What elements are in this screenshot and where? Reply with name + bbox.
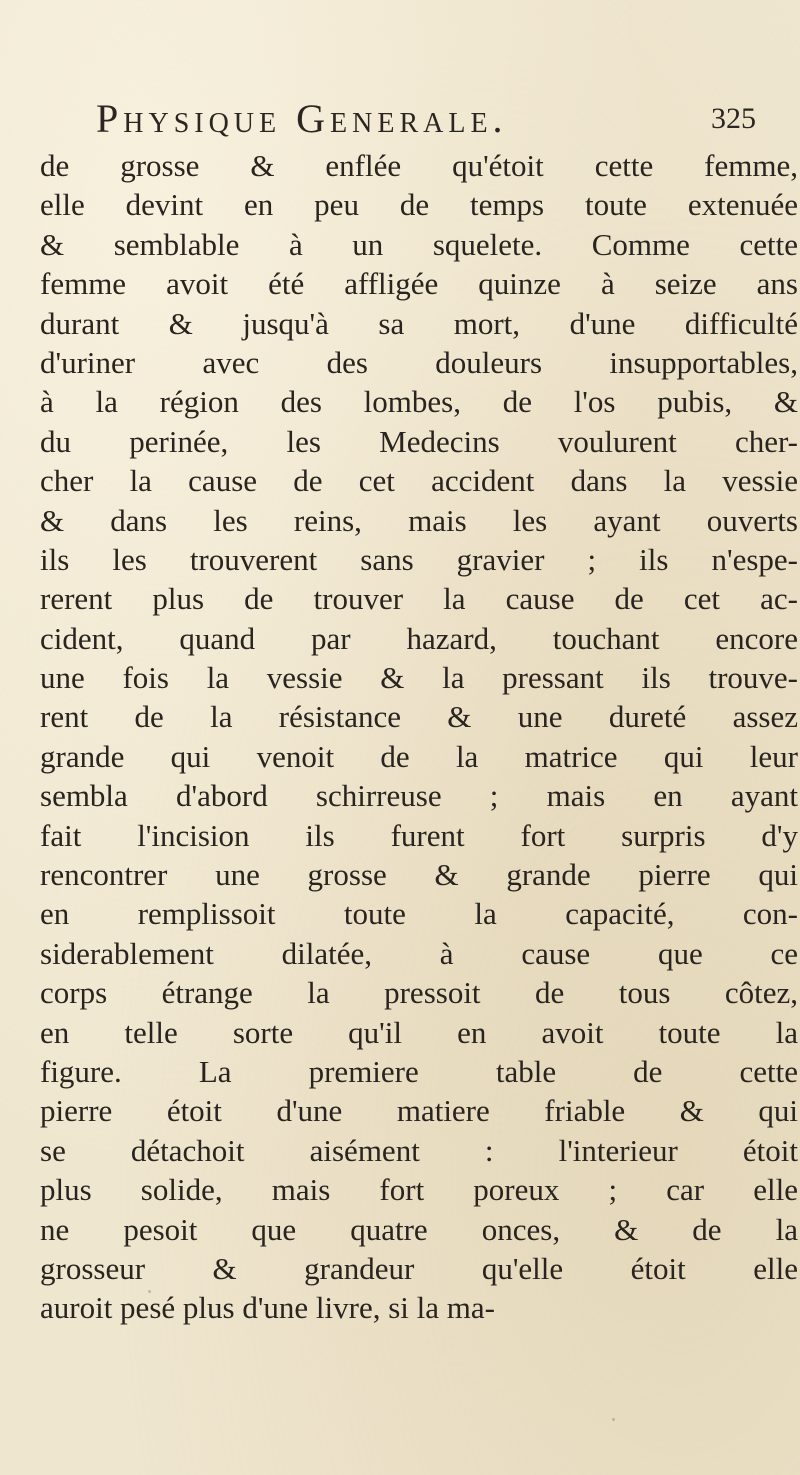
text-line: durant & jusqu'à sa mort, d'une difficulté bbox=[40, 305, 798, 341]
text-line: auroit pesé plus d'une livre, si la ma- bbox=[40, 1290, 495, 1326]
text-line: elle devint en peu de temps toute extenuée bbox=[40, 187, 798, 223]
text-line: ne pesoit que quatre onces, & de la bbox=[40, 1211, 798, 1247]
paper-speck bbox=[612, 1418, 615, 1421]
text-line: rencontrer une grosse & grande pierre qui bbox=[40, 857, 798, 893]
text-line: grosseur & grandeur qu'elle étoit elle bbox=[40, 1250, 798, 1286]
text-line: femme avoit été affligée quinze à seize ans bbox=[40, 266, 798, 302]
text-line: pierre étoit d'une matiere friable & qui bbox=[40, 1093, 798, 1129]
running-head bbox=[96, 96, 756, 142]
text-line: rent de la résistance & une dureté assez bbox=[40, 699, 798, 735]
text-line: de grosse & enflée qu'étoit cette femme, bbox=[40, 148, 798, 183]
text-line: rerent plus de trouver la cause de cet ac- bbox=[40, 581, 798, 617]
text-line: plus solide, mais fort poreux ; car elle bbox=[40, 1172, 798, 1208]
text-line: sembla d'abord schirreuse ; mais en ayant bbox=[40, 778, 798, 814]
text-line: en remplissoit toute la capacité, con- bbox=[40, 896, 798, 932]
body-text bbox=[40, 146, 800, 1328]
text-line: en telle sorte qu'il en avoit toute la bbox=[40, 1014, 798, 1050]
text-line: du perinée, les Medecins voulurent cher- bbox=[40, 423, 798, 459]
text-line: figure. La premiere table de cette bbox=[40, 1053, 798, 1089]
text-line: corps étrange la pressoit de tous côtez, bbox=[40, 975, 798, 1011]
page-number: 325 bbox=[711, 102, 756, 135]
paper-speck bbox=[148, 1290, 151, 1293]
text-line: cher la cause de cet accident dans la vessie bbox=[40, 463, 798, 499]
text-line: une fois la vessie & la pressant ils trouve- bbox=[40, 660, 798, 696]
text-line: & semblable à un squelete. Comme cette bbox=[40, 226, 798, 262]
text-line: se détachoit aisément : l'interieur étoit bbox=[40, 1132, 798, 1168]
text-line: & dans les reins, mais les ayant ouverts bbox=[40, 502, 798, 538]
text-line: fait l'incision ils furent fort surpris d'y bbox=[40, 817, 798, 853]
text-line: à la région des lombes, de l'os pubis, & bbox=[40, 384, 798, 420]
text-line: cident, quand par hazard, touchant encore bbox=[40, 620, 798, 656]
text-line: siderablement dilatée, à cause que ce bbox=[40, 935, 798, 971]
text-line: d'uriner avec des douleurs insupportables, bbox=[40, 344, 798, 380]
text-line: ils les trouverent sans gravier ; ils n'espe- bbox=[40, 541, 798, 577]
text-line: grande qui venoit de la matrice qui leur bbox=[40, 738, 798, 774]
running-title: Physique Generale. bbox=[96, 96, 508, 141]
